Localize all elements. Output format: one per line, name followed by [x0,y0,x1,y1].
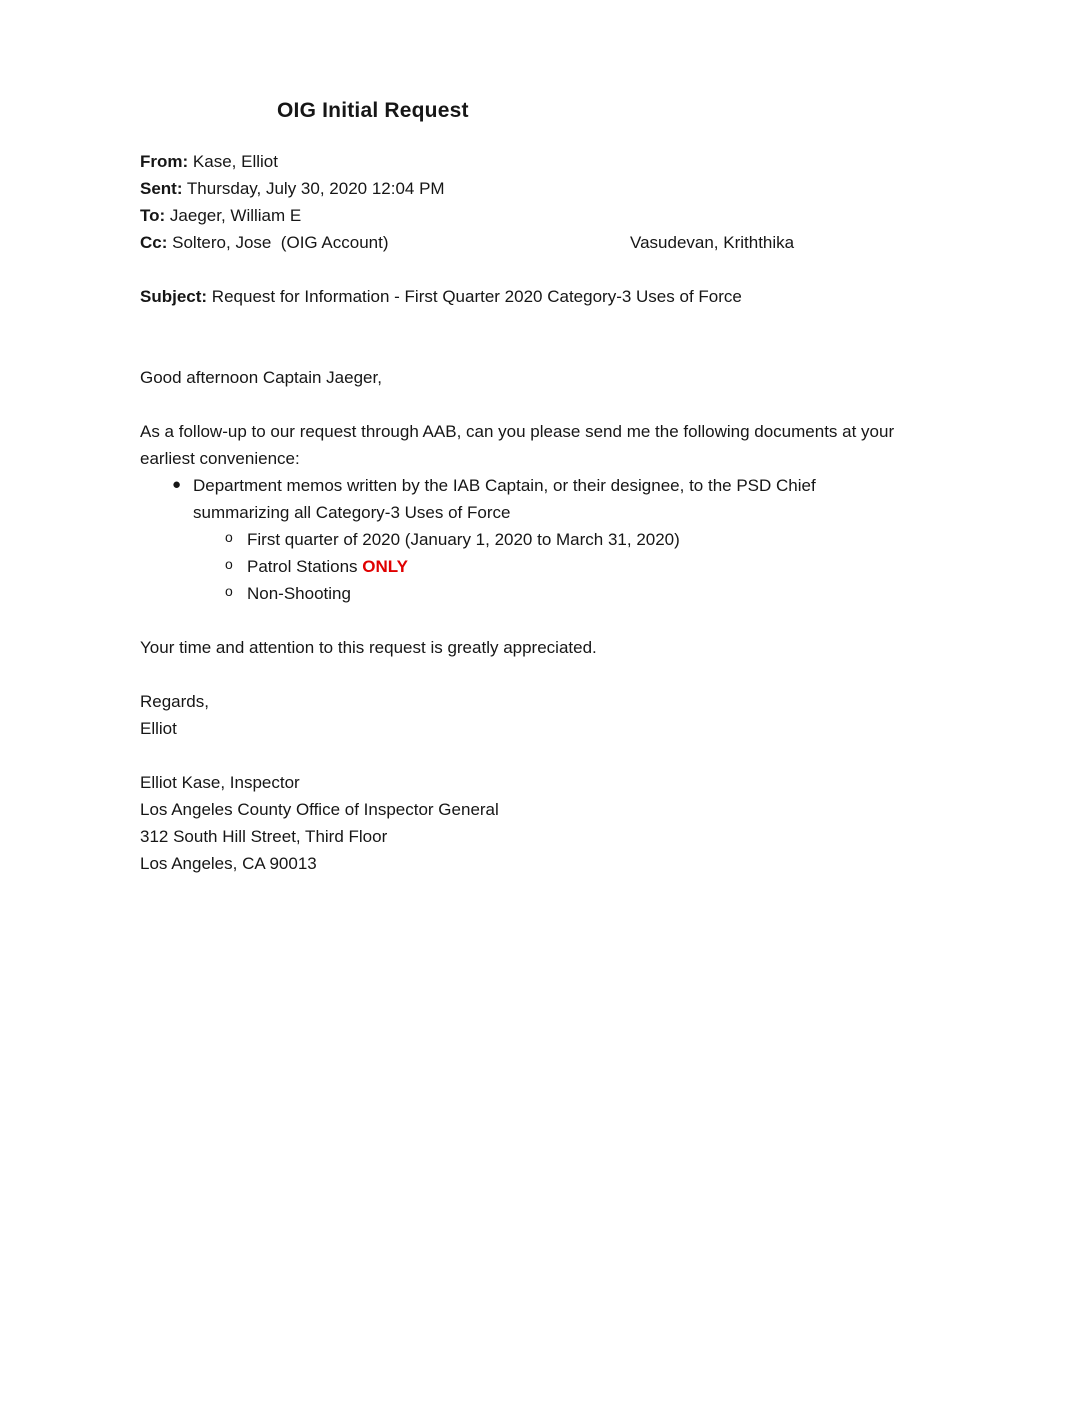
header-from-line [140,148,945,175]
document-content [140,96,945,877]
signoff-name-line [140,715,945,742]
header-subject-line [140,283,945,310]
sent-label: Sent: [140,179,183,198]
spacer [140,310,945,364]
spacer [140,661,945,688]
cc-value-secondary: Vasudevan, Kriththika [630,233,795,252]
to-value: Jaeger, William E [169,206,302,225]
bullet-item-text: Department memos written by the IAB Captain, or their designee, to the PSD Chief summarizing all Category-3 Uses of Force [193,476,816,522]
header-cc-line [140,229,945,256]
subject-value: Request for Information - First Quarter 2020 Category-3 Uses of Force [211,287,742,306]
to-label: To: [140,206,166,225]
sub-bullet-marker-icon: o [225,556,233,572]
closing-text: Your time and attention to this request is greatly appreciated. [140,638,597,657]
sub-bullet-item [140,580,945,607]
closing-line [140,634,945,661]
signature-text: Elliot Kase, Inspector [140,773,300,792]
sub-bullet-text: Patrol Stations [247,557,363,576]
signoff-name-text: Elliot [140,719,177,738]
signature-text: Los Angeles, CA 90013 [140,854,317,873]
spacer [140,742,945,769]
signature-text: Los Angeles County Office of Inspector General [140,800,499,819]
emphasis-only-text: ONLY [362,557,408,576]
cc-label: Cc: [140,233,168,252]
header-to-line [140,202,945,229]
sub-bullet-text: Non-Shooting [247,584,351,603]
sub-bullet-marker-icon: o [225,583,233,599]
bullet-marker-icon: ● [172,476,182,493]
sub-bullet-item [140,526,945,553]
signature-city-state-zip [140,850,945,877]
greeting-line [140,364,945,391]
greeting-text: Good afternoon Captain Jaeger, [140,368,382,387]
regards-text: Regards, [140,692,209,711]
spacer [140,256,945,283]
sub-bullet-marker-icon: o [225,529,233,545]
intro-paragraph: As a follow-up to our request through AAB, can you please send me the following documents at your earliest convenience: [140,422,895,468]
sub-bullet-item [140,553,945,580]
from-label: From: [140,152,189,171]
signature-organization [140,796,945,823]
regards-line [140,688,945,715]
subject-label: Subject: [140,287,208,306]
from-value: Kase, Elliot [192,152,278,171]
cc-value: Soltero, Jose (OIG Account) [172,233,389,252]
header-sent-line [140,175,945,202]
signature-text: 312 South Hill Street, Third Floor [140,827,388,846]
sent-value: Thursday, July 30, 2020 12:04 PM [186,179,445,198]
signature-street-address [140,823,945,850]
document-title: OIG Initial Request [277,99,469,122]
signature-name-title [140,769,945,796]
spacer [140,607,945,634]
bullet-item [140,472,945,526]
sub-bullet-text: First quarter of 2020 (January 1, 2020 to March 31, 2020) [247,530,680,549]
spacer [140,391,945,418]
